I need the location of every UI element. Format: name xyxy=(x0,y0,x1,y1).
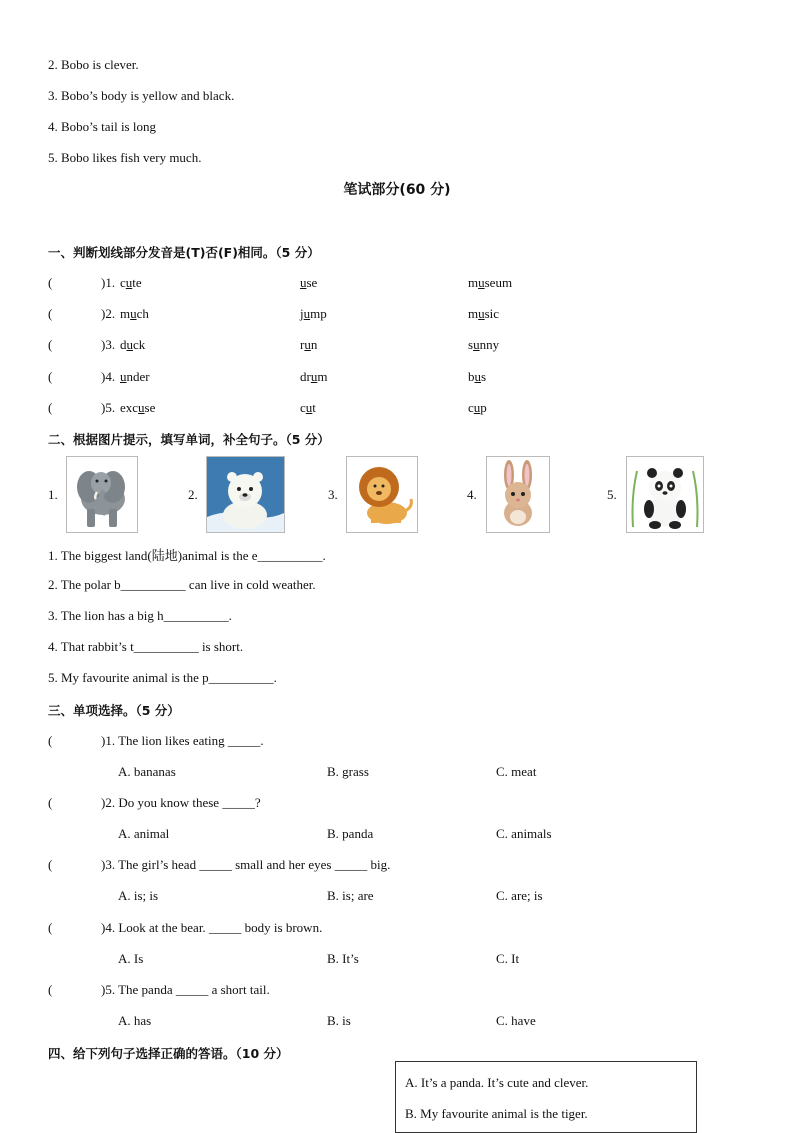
answer-box xyxy=(395,1061,697,1133)
underlined-letter: u xyxy=(473,400,481,415)
word-part: se xyxy=(144,400,156,415)
option-b: B. is; are xyxy=(327,888,374,903)
underlined-letter: u xyxy=(473,337,480,352)
reading-line: 5. Bobo likes fish very much. xyxy=(48,150,202,165)
underlined-letter: u xyxy=(303,306,311,321)
word-part: m xyxy=(468,306,479,321)
word-part: sic xyxy=(484,306,500,321)
answer-paren: ( xyxy=(48,400,53,415)
picture-number: 2. xyxy=(188,487,198,502)
word-part: j xyxy=(300,306,304,321)
word-w2 xyxy=(300,400,316,416)
underlined-letter: u xyxy=(305,400,313,415)
underlined-letter: u xyxy=(474,369,481,384)
option-a: A. has xyxy=(118,1013,152,1028)
word-w2 xyxy=(300,337,317,353)
word-part: c xyxy=(300,400,306,415)
word-part: b xyxy=(468,369,475,384)
elephant-image xyxy=(66,456,138,533)
word-part: s xyxy=(481,369,487,384)
section-4-heading: 四、给下列句子选择正确的答语。（10 分） xyxy=(48,1046,289,1061)
word-part: seum xyxy=(484,275,513,290)
word-w3 xyxy=(468,275,512,291)
option-a: A. is; is xyxy=(118,888,159,903)
rabbit-image xyxy=(486,456,550,533)
answer-paren: ( xyxy=(48,275,53,290)
picture-number: 4. xyxy=(467,487,477,502)
word-part: se xyxy=(306,275,318,290)
reading-line: 2. Bobo is clever. xyxy=(48,57,139,72)
fill-sentence: 1. The biggest land(陆地)animal is the e__________. xyxy=(48,548,326,563)
answer-paren: ( xyxy=(48,982,53,997)
question-text: )1. The lion likes eating _____. xyxy=(101,733,264,748)
word-part: dr xyxy=(300,369,311,384)
section-2-heading: 二、根据图片提示，填写单词，补全句子。（5 分） xyxy=(48,432,330,447)
word-part: m xyxy=(468,275,479,290)
option-c: C. animals xyxy=(496,826,552,841)
word-w1 xyxy=(120,306,149,322)
question-text: )5. The panda _____ a short tail. xyxy=(101,982,270,997)
fill-sentence: 5. My favourite animal is the p__________. xyxy=(48,670,277,685)
option-c: C. are; is xyxy=(496,888,543,903)
fill-sentence: 4. That rabbit’s t__________ is short. xyxy=(48,639,244,654)
picture-number: 1. xyxy=(48,487,58,502)
word-part: m xyxy=(317,369,328,384)
word-part: ck xyxy=(133,337,146,352)
underlined-letter: u xyxy=(478,306,485,321)
question-number: )3. xyxy=(101,337,116,352)
word-part: t xyxy=(312,400,316,415)
word-w3 xyxy=(468,337,499,353)
underlined-letter: u xyxy=(125,275,133,290)
word-part: ch xyxy=(136,306,149,321)
picture-number: 5. xyxy=(607,487,617,502)
word-part: nny xyxy=(479,337,500,352)
question-number: )5. xyxy=(101,400,116,415)
word-part: exc xyxy=(120,400,139,415)
answer-option: B. My favourite animal is the tiger. xyxy=(405,1106,588,1121)
word-w3 xyxy=(468,369,486,385)
option-a: A. Is xyxy=(118,951,144,966)
word-part: m xyxy=(120,306,131,321)
polar-bear-image xyxy=(206,456,285,533)
option-b: B. It’s xyxy=(327,951,359,966)
underlined-letter: u xyxy=(304,337,311,352)
word-part: te xyxy=(132,275,142,290)
underlined-letter: u xyxy=(126,337,133,352)
question-text: )3. The girl’s head _____ small and her eyes _____ big. xyxy=(101,857,391,872)
option-b: B. is xyxy=(327,1013,351,1028)
word-w2 xyxy=(300,369,327,385)
section-1-heading: 一、判断划线部分发音是(T)否(F)相同。（5 分） xyxy=(48,245,320,260)
word-part: r xyxy=(300,337,305,352)
section-3-heading: 三、单项选择。（5 分） xyxy=(48,703,180,718)
word-part: nder xyxy=(126,369,150,384)
word-w2 xyxy=(300,306,327,322)
word-w2 xyxy=(300,275,317,291)
fill-sentence: 3. The lion has a big h__________. xyxy=(48,608,232,623)
word-part: d xyxy=(120,337,127,352)
answer-paren: ( xyxy=(48,795,53,810)
word-w1 xyxy=(120,369,150,385)
answer-paren: ( xyxy=(48,733,53,748)
word-w3 xyxy=(468,400,487,416)
word-w1 xyxy=(120,400,155,416)
question-text: )2. Do you know these _____? xyxy=(101,795,261,810)
underlined-letter: u xyxy=(120,369,127,384)
option-c: C. have xyxy=(496,1013,536,1028)
panda-image xyxy=(626,456,704,533)
picture-number: 3. xyxy=(328,487,338,502)
reading-line: 4. Bobo’s tail is long xyxy=(48,119,156,134)
underlined-letter: u xyxy=(300,275,307,290)
underlined-letter: u xyxy=(310,369,318,384)
word-w1 xyxy=(120,275,142,291)
word-part: p xyxy=(480,400,487,415)
answer-paren: ( xyxy=(48,306,53,321)
question-number: )1. xyxy=(101,275,116,290)
word-part: c xyxy=(468,400,474,415)
answer-paren: ( xyxy=(48,337,53,352)
option-c: C. It xyxy=(496,951,520,966)
answer-paren: ( xyxy=(48,369,53,384)
fill-sentence: 2. The polar b__________ can live in cold weather. xyxy=(48,577,316,592)
answer-option: A. It’s a panda. It’s cute and clever. xyxy=(405,1075,589,1090)
lion-image xyxy=(346,456,418,533)
word-part: n xyxy=(310,337,318,352)
underlined-letter: u xyxy=(130,306,137,321)
underlined-letter: u xyxy=(478,275,485,290)
question-number: )4. xyxy=(101,369,116,384)
question-number: )2. xyxy=(101,306,116,321)
word-part: mp xyxy=(310,306,327,321)
option-a: A. animal xyxy=(118,826,170,841)
answer-paren: ( xyxy=(48,920,53,935)
reading-line: 3. Bobo’s body is yellow and black. xyxy=(48,88,235,103)
word-w1 xyxy=(120,337,145,353)
word-w3 xyxy=(468,306,499,322)
option-c: C. meat xyxy=(496,764,537,779)
written-part-title: 笔试部分(60 分) xyxy=(343,182,451,198)
option-a: A. bananas xyxy=(118,764,176,779)
underlined-letter: u xyxy=(138,400,145,415)
word-part: s xyxy=(468,337,474,352)
word-part: c xyxy=(120,275,126,290)
option-b: B. grass xyxy=(327,764,369,779)
question-text: )4. Look at the bear. _____ body is brown. xyxy=(101,920,323,935)
option-b: B. panda xyxy=(327,826,374,841)
answer-paren: ( xyxy=(48,857,53,872)
